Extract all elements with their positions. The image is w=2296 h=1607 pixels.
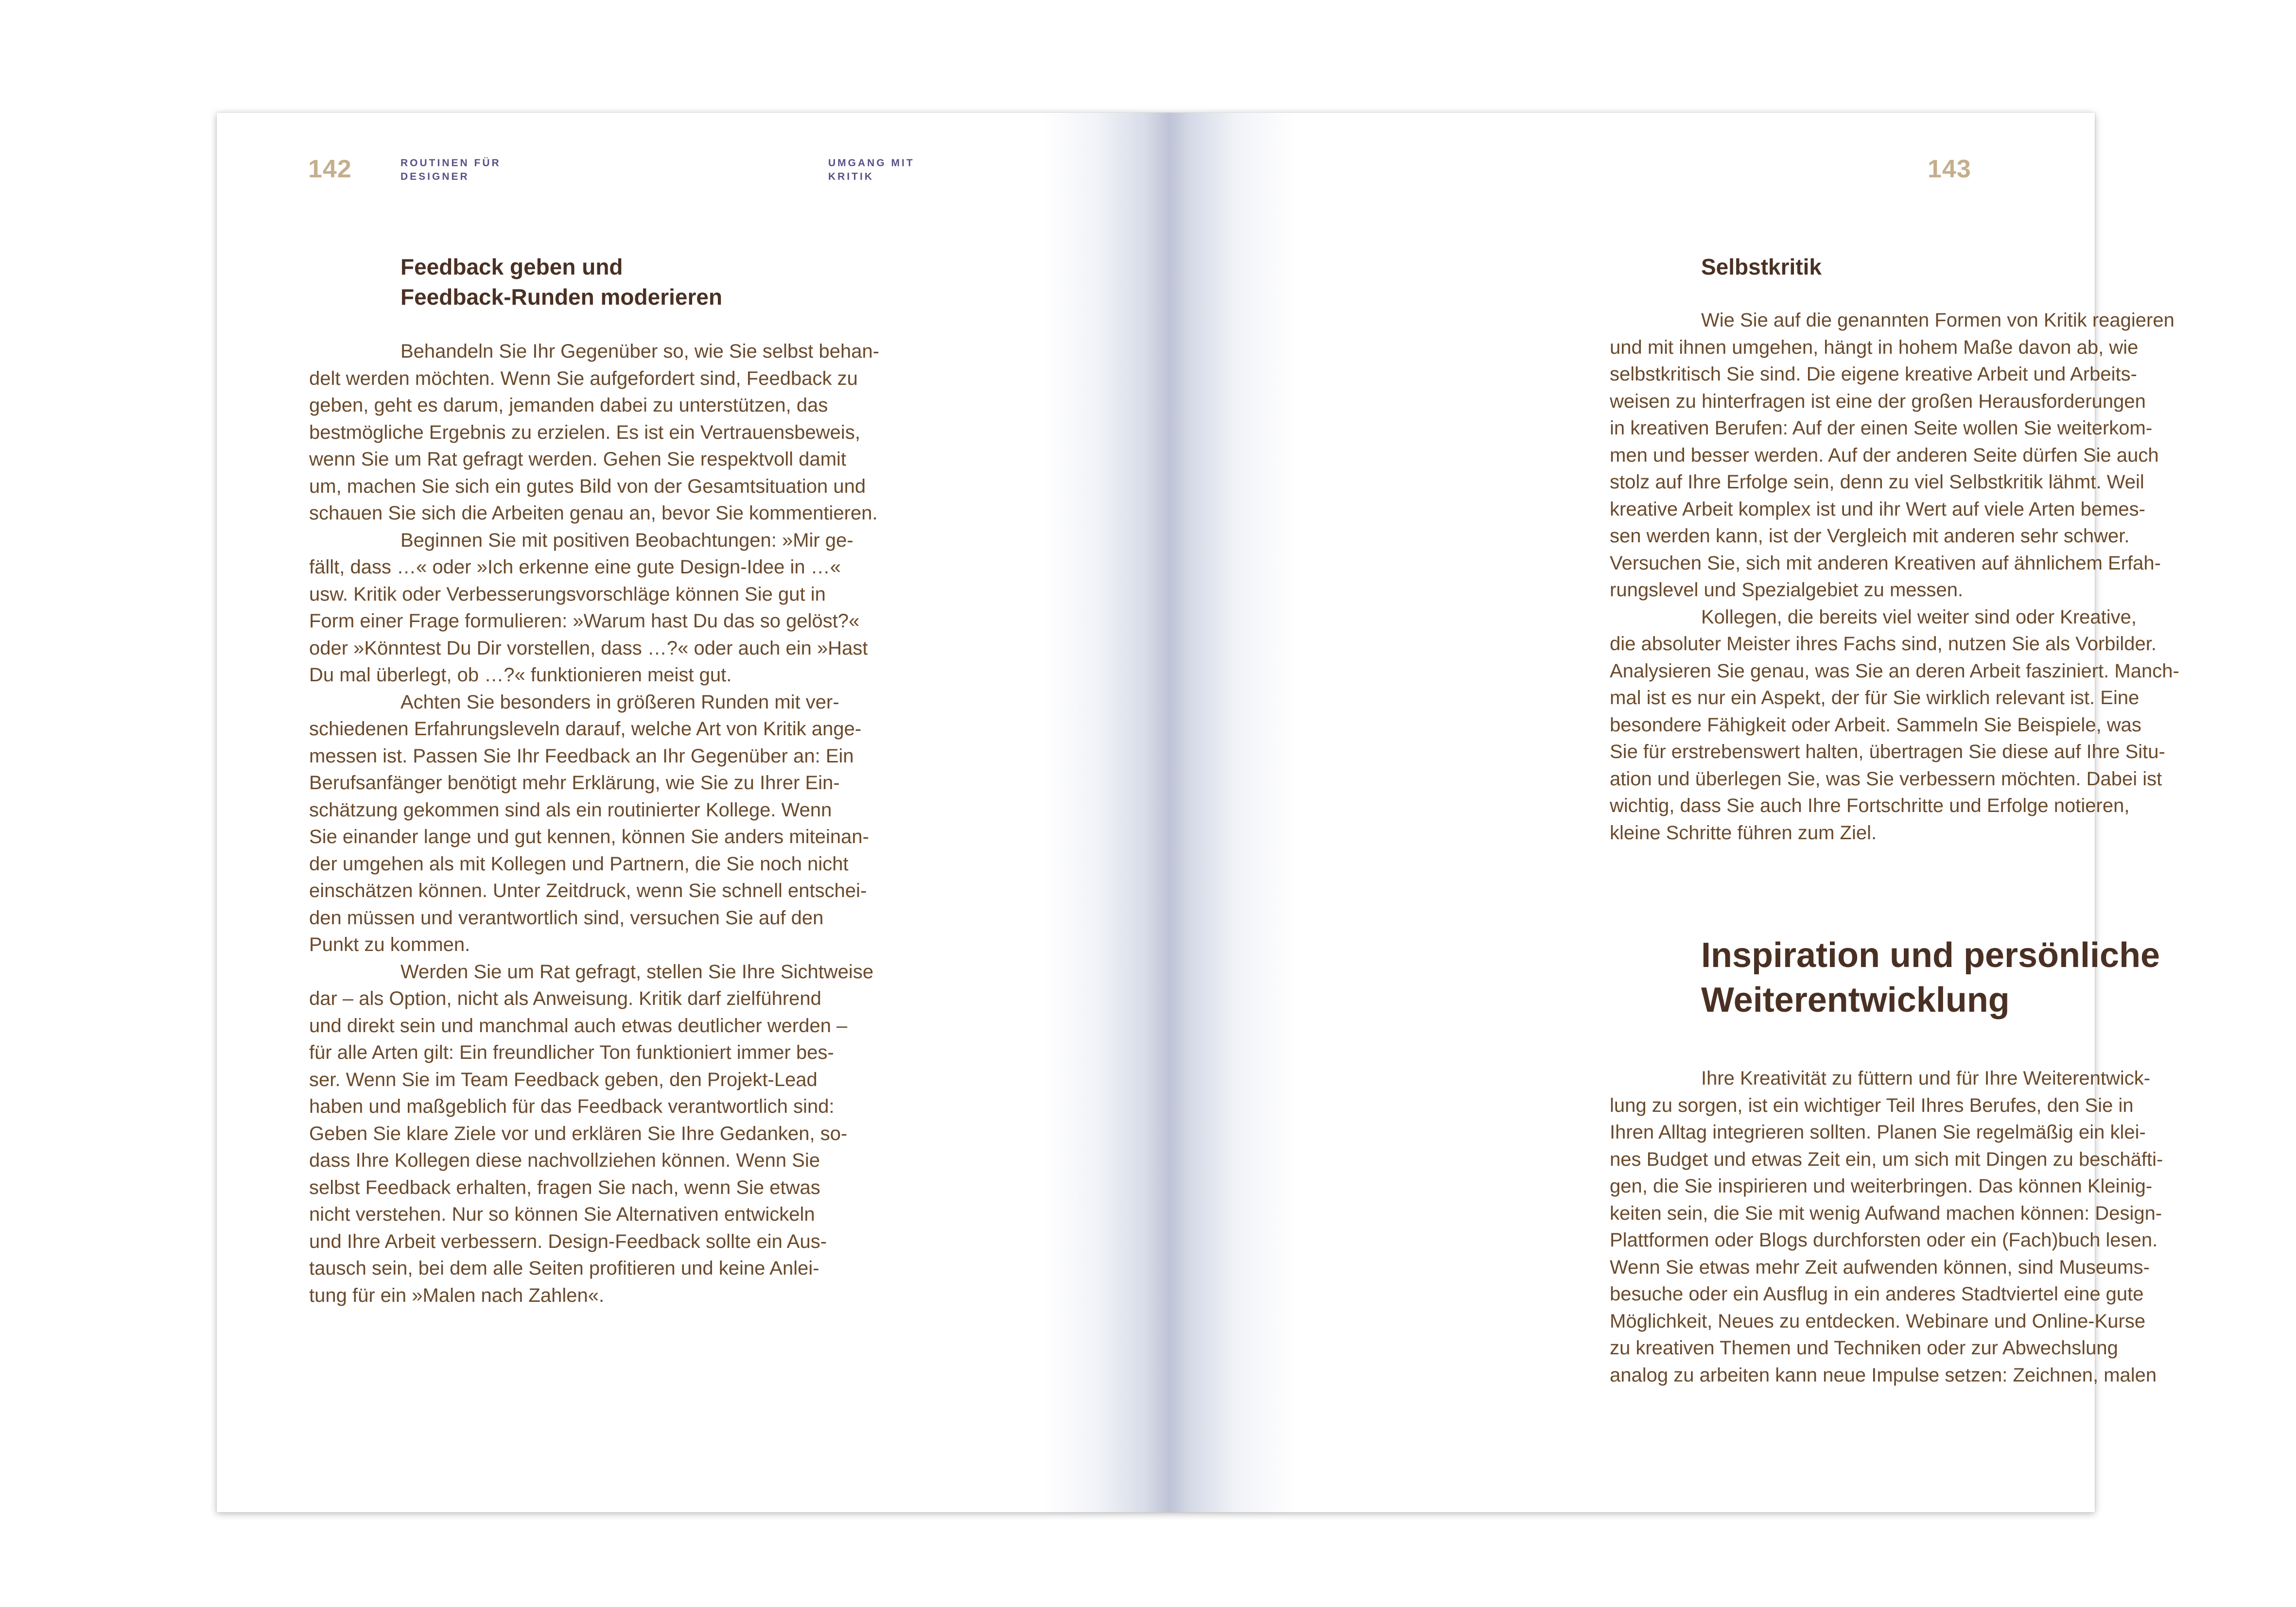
paragraph: Behandeln Sie Ihr Gegenüber so, wie Sie selbst behan- delt werden möchten. Wenn Sie aufgefordert sind, Feedback zu geben, geht es darum, jemanden dabei zu unterstützen, das bestmögliche Ergebnis zu erzielen. Es ist ein Vertrauensbeweis, wenn Sie um Rat gefragt werden. Gehen Sie respektvoll damit um, machen Sie sich ein gutes Bild von der Gesamtsituation und schauen Sie sich die Arbeiten genau an, bevor Sie kommentieren. (309, 341, 880, 524)
body-text-left (309, 338, 951, 1309)
page-number-right: 143 (1928, 155, 1971, 183)
section-title-feedback: Feedback geben und Feedback-Runden moderieren (400, 254, 723, 310)
paragraph: Beginnen Sie mit positiven Beobachtungen: »Mir ge- fällt, dass …« oder »Ich erkenne eine gute Design-Idee in …« usw. Kritik oder Verbesserungsvorschläge können Sie gut in Form einer Frage formulieren: »Warum hast Du das so gelöst?« oder »Könntest Du Dir vorstellen, dass …?« oder auch ein »Hast Du mal überlegt, ob …?« funktionieren meist gut. (309, 529, 868, 686)
book-spread (217, 113, 2179, 1512)
paragraph: Kollegen, die bereits viel weiter sind oder Kreative, die absoluter Meister ihres Fachs sind, nutzen Sie als Vorbilder. Analysieren Sie genau, was Sie an deren Arbeit fasziniert. Manch- mal ist es nur ein Aspekt, der für Sie wirklich relevant ist. Eine besondere Fähigkeit oder Arbeit. Sammeln Sie Beispiele, was Sie für erstrebenswert halten, übertragen Sie diese auf Ihre Situ- ation und überlegen Sie, was Sie verbessern möchten. Dabei ist wichtig, dass Sie auch Ihre Fortschritte und Erfolge notieren, kleine Schritte führen zum Ziel. (1610, 606, 2179, 844)
page-number-left: 142 (308, 155, 352, 183)
running-head-book: ROUTINEN FÜR DESIGNER (400, 157, 501, 182)
running-head-chapter: UMGANG MIT KRITIK (828, 157, 915, 182)
chapter-title-inspiration: Inspiration und persönliche Weiterentwicklung (1701, 936, 2160, 1019)
section-title-selbstkritik: Selbstkritik (1701, 254, 1822, 279)
left-page (217, 113, 1156, 1512)
paragraph: Ihre Kreativität zu füttern und für Ihre Weiterentwick- lung zu sorgen, ist ein wichtiger Teil Ihres Berufes, den Sie in Ihren Alltag integrieren sollten. Planen Sie regelmäßig ein klei- nes Budget und etwas Zeit ein, um sich mit Dingen zu beschäfti- gen, die Sie inspirieren und weiterbringen. Das können Kleinig- keiten sein, die Sie mit wenig Aufwand machen können: Design- Plattformen oder Blogs durchforsten oder ein (Fach)buch lesen. Wenn Sie etwas mehr Zeit aufwenden können, sind Museums- besuche oder ein Ausflug in ein anderes Stadtviertel eine gute Möglichkeit, Neues zu entdecken. Webinare und Online-Kurse zu kreativen Themen und Techniken oder zur Abwechslung analog zu arbeiten kann neue Impulse setzen: Zeichnen, malen (1610, 1068, 2163, 1386)
body-text-right-2 (1610, 1065, 2251, 1389)
right-page (1156, 113, 2179, 1512)
paragraph: Achten Sie besonders in größeren Runden mit ver- schiedenen Erfahrungsleveln darauf, welche Art von Kritik ange- messen ist. Passen Sie Ihr Feedback an Ihr Gegenüber an: Ein Berufsanfänger benötigt mehr Erklärung, wie Sie zu Ihrer Ein- schätzung gekommen sind als ein routinierter Kollege. Wenn Sie einander lange und gut kennen, können Sie anders miteinan- der umgehen als mit Kollegen und Partnern, die Sie noch nicht einschätzen können. Unter Zeitdruck, wenn Sie schnell entschei- den müssen und verantwortlich sind, versuchen Sie auf den Punkt zu kommen. (309, 691, 869, 955)
paragraph: Wie Sie auf die genannten Formen von Kritik reagieren und mit ihnen umgehen, hängt in hohem Maße davon ab, wie selbstkritisch Sie sind. Die eigene kreative Arbeit und Arbeits- weisen zu hinterfragen ist eine der großen Herausforderungen in kreativen Berufen: Auf der einen Seite wollen Sie weiterkom- men und besser werden. Auf der anderen Seite dürfen Sie auch stolz auf Ihre Erfolge sein, denn zu viel Selbstkritik lähmt. Weil kreative Arbeit komplex ist und ihr Wert auf viele Arten bemes- sen werden kann, ist der Vergleich mit anderen sehr schwer. Versuchen Sie, sich mit anderen Kreativen auf ähnlichem Erfah- rungslevel und Spezialgebiet zu messen. (1610, 310, 2174, 601)
body-text-right-1 (1610, 307, 2251, 847)
paragraph: Werden Sie um Rat gefragt, stellen Sie Ihre Sichtweise dar – als Option, nicht als Anweisung. Kritik darf zielführend und direkt sein und manchmal auch etwas deutlicher werden – für alle Arten gilt: Ein freundlicher Ton funktioniert immer bes- ser. Wenn Sie im Team Feedback geben, den Projekt-Lead haben und maßgeblich für das Feedback verantwortlich sind: Geben Sie klare Ziele vor und erklären Sie Ihre Gedanken, so- dass Ihre Kollegen diese nachvollziehen können. Wenn Sie selbst Feedback erhalten, fragen Sie nach, wenn Sie etwas nicht verstehen. Nur so können Sie Alternativen entwickeln und Ihre Arbeit verbessern. Design-Feedback sollte ein Aus- tausch sein, bei dem alle Seiten profitieren und keine Anlei- tung für ein »Malen nach Zahlen«. (309, 961, 874, 1306)
